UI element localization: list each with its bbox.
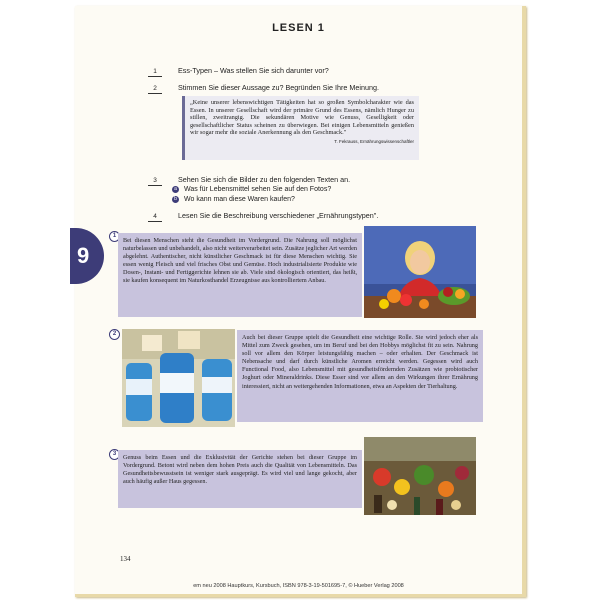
text-number-3: 3 <box>109 449 120 460</box>
text-number-1: 1 <box>109 231 120 242</box>
task-text: Lesen Sie die Beschreibung verschiedener „Ernährungstypen". <box>178 211 379 220</box>
subtask-b <box>172 195 295 204</box>
text-box-3: Genuss beim Essen und die Exklusivität der Gerichte stehen bei dieser Gruppe im Vordergrund. Betont wird neben dem hohen Preis auch die Qualität von Lebensmitteln. Das Gesundheitsbewusstsein ist weniger stark ausgeprägt. Es wird viel und lange gekocht, aber auch häufig außer Haus gegessen. <box>118 450 362 508</box>
task-number: 1 <box>148 67 162 77</box>
subtask-text: Was für Lebensmittel sehen Sie auf den Fotos? <box>184 186 332 193</box>
text-box-2: Auch bei dieser Gruppe spielt die Gesundheit eine wichtige Rolle. Sie wird jedoch eher als Mittel zum Zweck gesehen, um im Beruf und bei den Hobbys möglichst fit zu sein. Nahrung soll vor allem den Körper leistungsfähig machen – oder erhalten. Der Geschmack ist Nebensache und darf durch künstliche Aromen erreicht werden. Gegessen wird auch Functional Food, also Lebensmittel mit gesundheitsfördernden Zusätzen wie probiotischer Joghurt oder Mineraldrinks. Diese Esser sind vor allem an den Wirkungen ihrer Ernährung interessiert, nicht an weitergehenden Informationen, etwa an Aspekten der Tierhaltung. <box>237 330 483 422</box>
subtask-letter: b <box>172 196 179 203</box>
subtask-letter: a <box>172 186 179 193</box>
photo-woman-with-fruit <box>364 226 476 318</box>
task-text: Sehen Sie sich die Bilder zu den folgenden Texten an. <box>178 175 351 184</box>
task-4 <box>148 211 378 222</box>
chapter-tab: 9 <box>70 228 104 284</box>
subtask-text: Wo kann man diese Waren kaufen? <box>184 196 295 203</box>
task-number: 3 <box>148 176 162 186</box>
photo-market-stall <box>364 437 476 515</box>
task-text: Ess-Typen – Was stellen Sie sich darunter vor? <box>178 66 329 75</box>
photo-yogurt-drinks <box>122 329 235 427</box>
text-box-1: Bei diesen Menschen steht die Gesundheit im Vordergrund. Die Nahrung soll möglichst naturbelassen und unbehandelt, also nicht weiterverarbeitet sein. Zusätze jeglicher Art werden abgelehnt. Authentischer, nicht künstlicher Geschmack ist für diese Menschen wichtig. Sie essen wenig Fleisch und viel frisches Obst und Gemüse. Hoch industrialisierte Produkte wie Dosen-, Instant- und Fertiggerichte lehnen sie ab. Viele sind ökologisch orientiert, das heißt, sie kaufen konsequent im Naturkosthandel Erzeugnisse aus kontrolliertem Anbau. <box>118 233 362 317</box>
quote-source: T. Fekrauss, Ernährungswissenschaftler <box>334 138 414 144</box>
quote-box <box>182 96 419 160</box>
page-title: LESEN 1 <box>272 22 325 34</box>
copyright-footer: em neu 2008 Hauptkurs, Kursbuch, ISBN 978-3-19-501695-7, © Hueber Verlag 2008 <box>193 583 404 589</box>
task-2 <box>148 83 379 94</box>
task-1 <box>148 66 329 77</box>
task-number: 2 <box>148 84 162 94</box>
subtask-a <box>172 185 331 194</box>
task-number: 4 <box>148 212 162 222</box>
task-text: Stimmen Sie dieser Aussage zu? Begründen Sie Ihre Meinung. <box>178 83 379 92</box>
text-number-2: 2 <box>109 329 120 340</box>
page-number: 134 <box>120 555 131 563</box>
quote-text: „Keine unserer lebenswichtigen Tätigkeiten hat so großen Symbolcharakter wie das Essen. In unserer Gesellschaft wird der primäre Grund des Essens, nämlich Hunger zu stillen, zweitrangig. Die sekundären Motive wie Genuss, Geselligkeit oder gesellschaftlicher Status scheinen zu überwiegen. Bei einigen Lebensmitteln genießen wir sogar mehr die soziale Anerkennung als den Geschmack." <box>190 99 414 137</box>
